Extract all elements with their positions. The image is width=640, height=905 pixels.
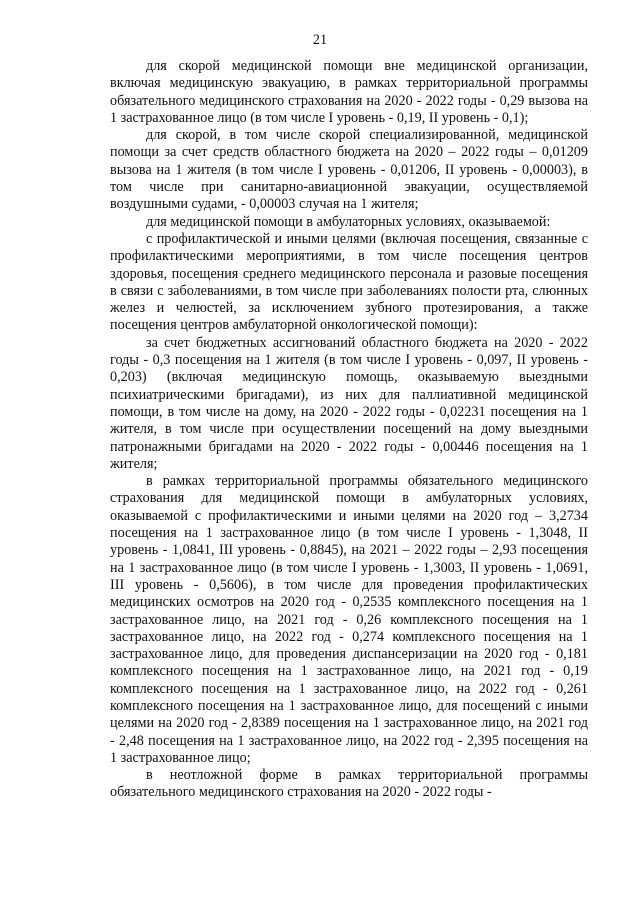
paragraph-regional-budget-visits: за счет бюджетных ассигнований областного бюджета на 2020 - 2022 годы - 0,3 посещения на 1 жителя (в том числе I уровень - 0,097, II уровень - 0,203) (включая медицинскую помощь, оказываемую выездными психиатрическими бригадами), из них для паллиативной медицинской помощи, в том числе на дому, на 2020 - 2022 годы - 0,02231 посещения на 1 жителя, в том числе при осуществлении посещений на дому выездными патронажными бригадами на 2020 - 2022 годы - 0,00446 посещения на 1 жителя; [110,334,588,472]
page-number: 21 [312,32,328,48]
paragraph-oms-outpatient-visits: в рамках территориальной программы обязательного медицинского страхования для медицинской помощи в амбулаторных условиях, оказываемой с профилактическими и иными целями на 2020 год – 3,2734 посещения на 1 застрахованное лицо (в том числе I уровень - 1,3048, II уровень - 1,0841, III уровень - 0,8845), на 2021 – 2022 годы – 2,93 посещения на 1 застрахованное лицо (в том числе I уровень - 1,3003, II уровень - 1,0691, III уровень - 0,5606), в том числе для проведения профилактических медицинских осмотров на 2020 год - 0,2535 комплексного посещения на 1 застрахованное лицо, на 2021 год - 0,26 комплексного посещения на 1 застрахованное лицо, на 2022 год - 0,274 комплексного посещения на 1 застрахованное лицо, для проведения диспансеризации на 2020 год - 0,181 комплексного посещения на 1 застрахованное лицо, на 2021 год - 0,19 комплексного посещения на 1 застрахованное лицо, на 2022 год - 0,261 комплексного посещения на 1 застрахованное лицо, для посещений с иными целями на 2020 год - 2,8389 посещения на 1 застрахованное лицо, на 2021 год - 2,48 посещения на 1 застрахованное лицо, на 2022 год - 2,395 посещения на 1 застрахованное лицо; [110,473,588,766]
document-body [110,58,588,802]
paragraph-ambulance-regional-budget: для скорой, в том числе скорой специализированной, медицинской помощи за счет средств областного бюджета на 2020 – 2022 годы – 0,01209 вызова на 1 жителя (в том числе I уровень - 0,01206, II уровень - 0,00003), в том числе при санитарно-авиационной эвакуации, осуществляемой воздушными судами, - 0,00003 случая на 1 жителя; [110,127,588,213]
paragraph-urgent-care: в неотложной форме в рамках территориальной программы обязательного медицинского страхования на 2020 - 2022 годы - [110,767,588,801]
paragraph-ambulance-oms: для скорой медицинской помощи вне медицинской организации, включая медицинскую эвакуацию, в рамках территориальной программы обязательного медицинского страхования на 2020 - 2022 годы - 0,29 вызова на 1 застрахованное лицо (в том числе I уровень - 0,19, II уровень - 0,1); [110,58,588,126]
paragraph-outpatient-intro: для медицинской помощи в амбулаторных условиях, оказываемой: [146,213,551,230]
paragraph-preventive-purposes: с профилактической и иными целями (включая посещения, связанные с профилактическими мероприятиями, в том числе посещения центров здоровья, посещения среднего медицинского персонала и разовые посещения в связи с заболеваниями, в том числе при заболеваниях полости рта, слюнных желез и челюстей, за исключением зубного протезирования, а также посещения центров амбулаторной онкологической помощи): [110,230,588,334]
